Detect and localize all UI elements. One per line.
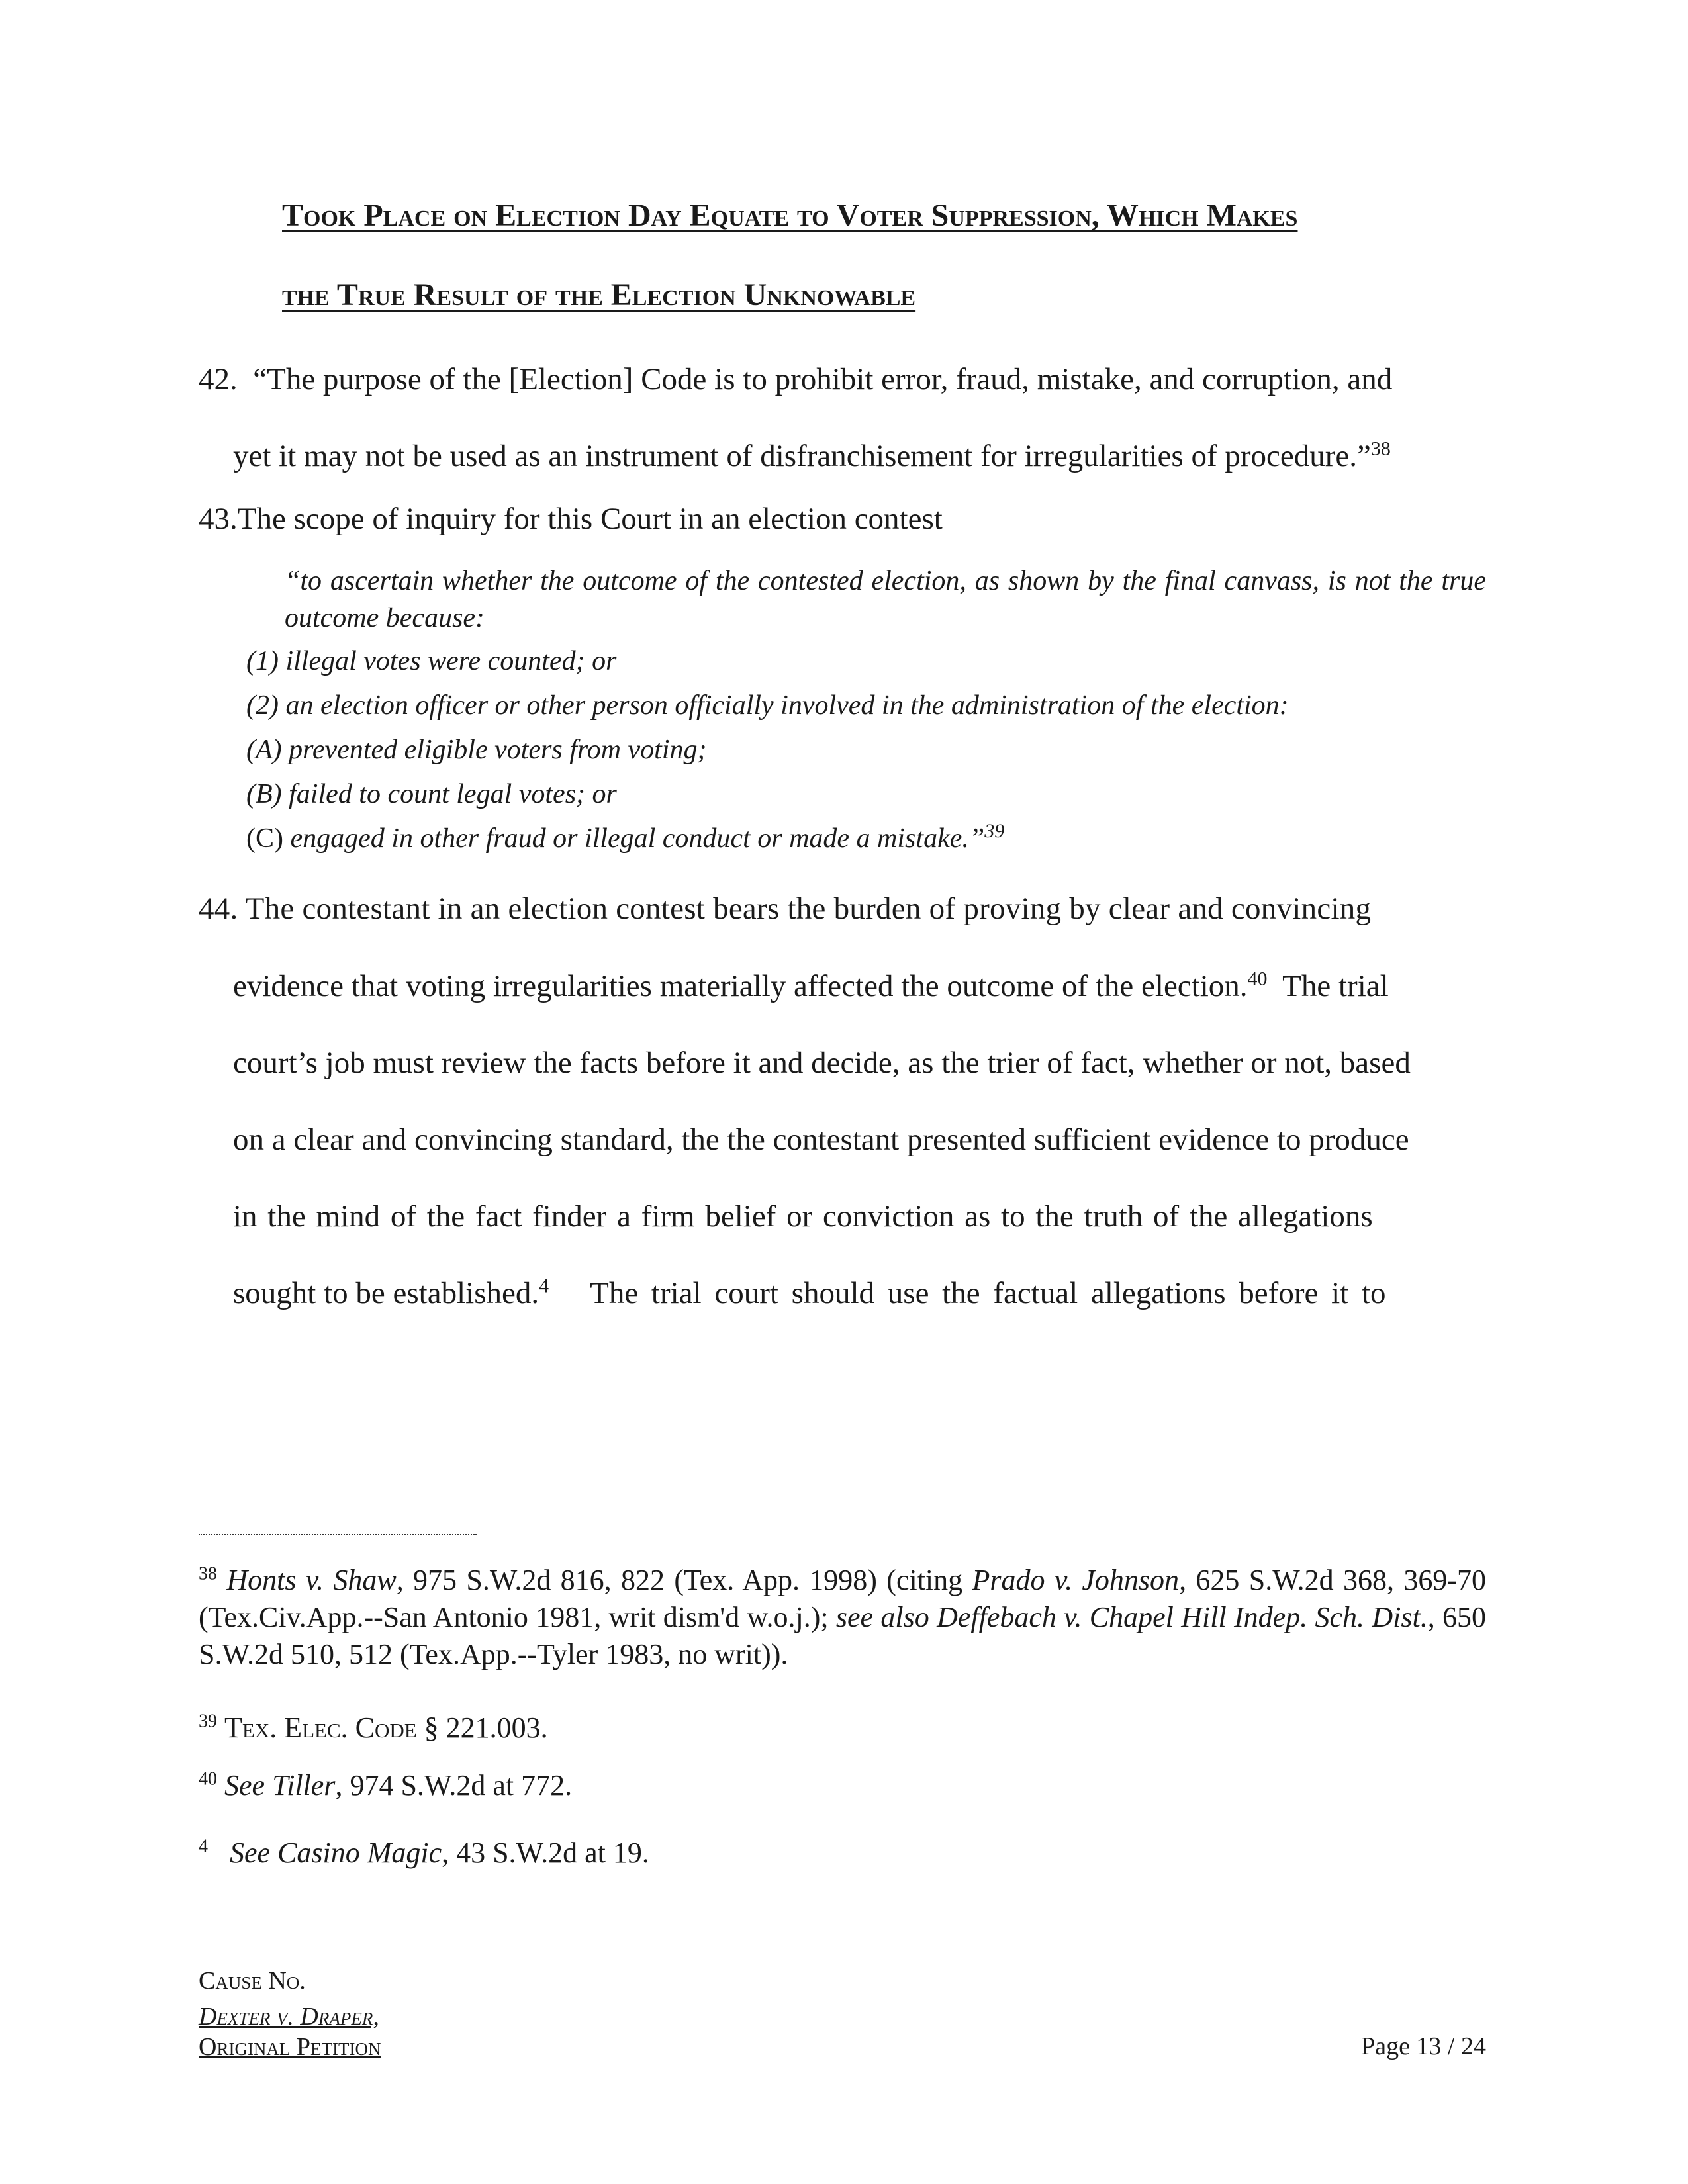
paragraph-44-line-4: on a clear and convincing standard, the the contestant presented sufficient evidence to produce: [233, 1122, 1409, 1157]
quote-item-1: (1) illegal votes were counted; or: [246, 646, 617, 676]
footer-document-title: Original Petition: [199, 2033, 381, 2061]
footnote-40: $^{40}$ See Tiller, 974 S.W.2d at 772.: [199, 1768, 573, 1801]
footnote-separator: [199, 1534, 477, 1535]
paragraph-42-number: 42.: [199, 362, 238, 396]
paragraph-44-line-6: sought to be established.$^4$ The trial court should use the factual allegations before it to: [233, 1275, 1386, 1310]
section-heading-line-1: Took Place on Election Day Equate to Voter Suppression, Which Makes: [282, 198, 1298, 233]
paragraph-44-line-2: evidence that voting irregularities materially affected the outcome of the election.$^{40}$ The trial: [233, 968, 1389, 1003]
page-number: Page 13 / 24: [1361, 2032, 1486, 2060]
paragraph-44-line-5: in the mind of the fact finder a firm belief or conviction as to the truth of the allegations: [233, 1199, 1373, 1234]
footnote-ref-39: 39: [984, 820, 1005, 842]
footnote-ref-4: 4: [539, 1275, 549, 1297]
paragraph-43-quote: “to ascertain whether the outcome of the contested election, as shown by the final canvass, is not the true outcome because:: [285, 566, 1486, 633]
footnote-ref-40: 40: [1247, 968, 1268, 990]
paragraph-42-line-2: yet it may not be used as an instrument of disfranchisement for irregularities of procedure.”$^{38}$: [233, 437, 1391, 473]
paragraph-42-line-1: 42. “The purpose of the [Election] Code is to prohibit error, fraud, mistake, and corruption, and: [199, 362, 1393, 396]
section-heading-line-2: the True Result of the Election Unknowable: [282, 277, 916, 312]
quote-item-b: (B) failed to count legal votes; or: [246, 779, 617, 809]
footnote-ref-38: 38: [1370, 437, 1391, 460]
quote-item-2: (2) an election officer or other person officially involved in the administration of the election:: [246, 690, 1289, 721]
footer-caption: Dexter v. Draper,: [199, 2003, 379, 2030]
footnote-39: $^{39}$ Tex. Elec. Code § 221.003.: [199, 1711, 548, 1744]
footer-cause-no: Cause No.: [199, 1967, 306, 1995]
footnote-38: $^{38}$ Honts v. Shaw, 975 S.W.2d 816, 822 (Tex. App. 1998) (citing Prado v. Johnson, 625 S.W.2d 368, 369-70 (Tex.Civ.App.--San Antonio 1981, writ dism'd w.o.j.); see also Deffebach v. Chapel Hill Indep. Sch. Dist., 650 S.W.2d 510, 512 (Tex.App.--Tyler 1983, no writ)).: [199, 1563, 1487, 1670]
quote-item-a: (A) prevented eligible voters from voting;: [246, 735, 707, 765]
quote-item-c: (C) engaged in other fraud or illegal conduct or made a mistake.”$^{39}$: [246, 820, 1005, 854]
paragraph-44-line-3: court’s job must review the facts before it and decide, as the trier of fact, whether or not, based: [233, 1046, 1411, 1080]
footnote-4: $^4$ See Casino Magic, 43 S.W.2d at 19.: [199, 1836, 649, 1869]
paragraph-44-line-1: 44. The contestant in an election contest bears the burden of proving by clear and convincing: [199, 891, 1372, 926]
paragraph-43-intro: 43.The scope of inquiry for this Court in an election contest: [199, 502, 943, 536]
